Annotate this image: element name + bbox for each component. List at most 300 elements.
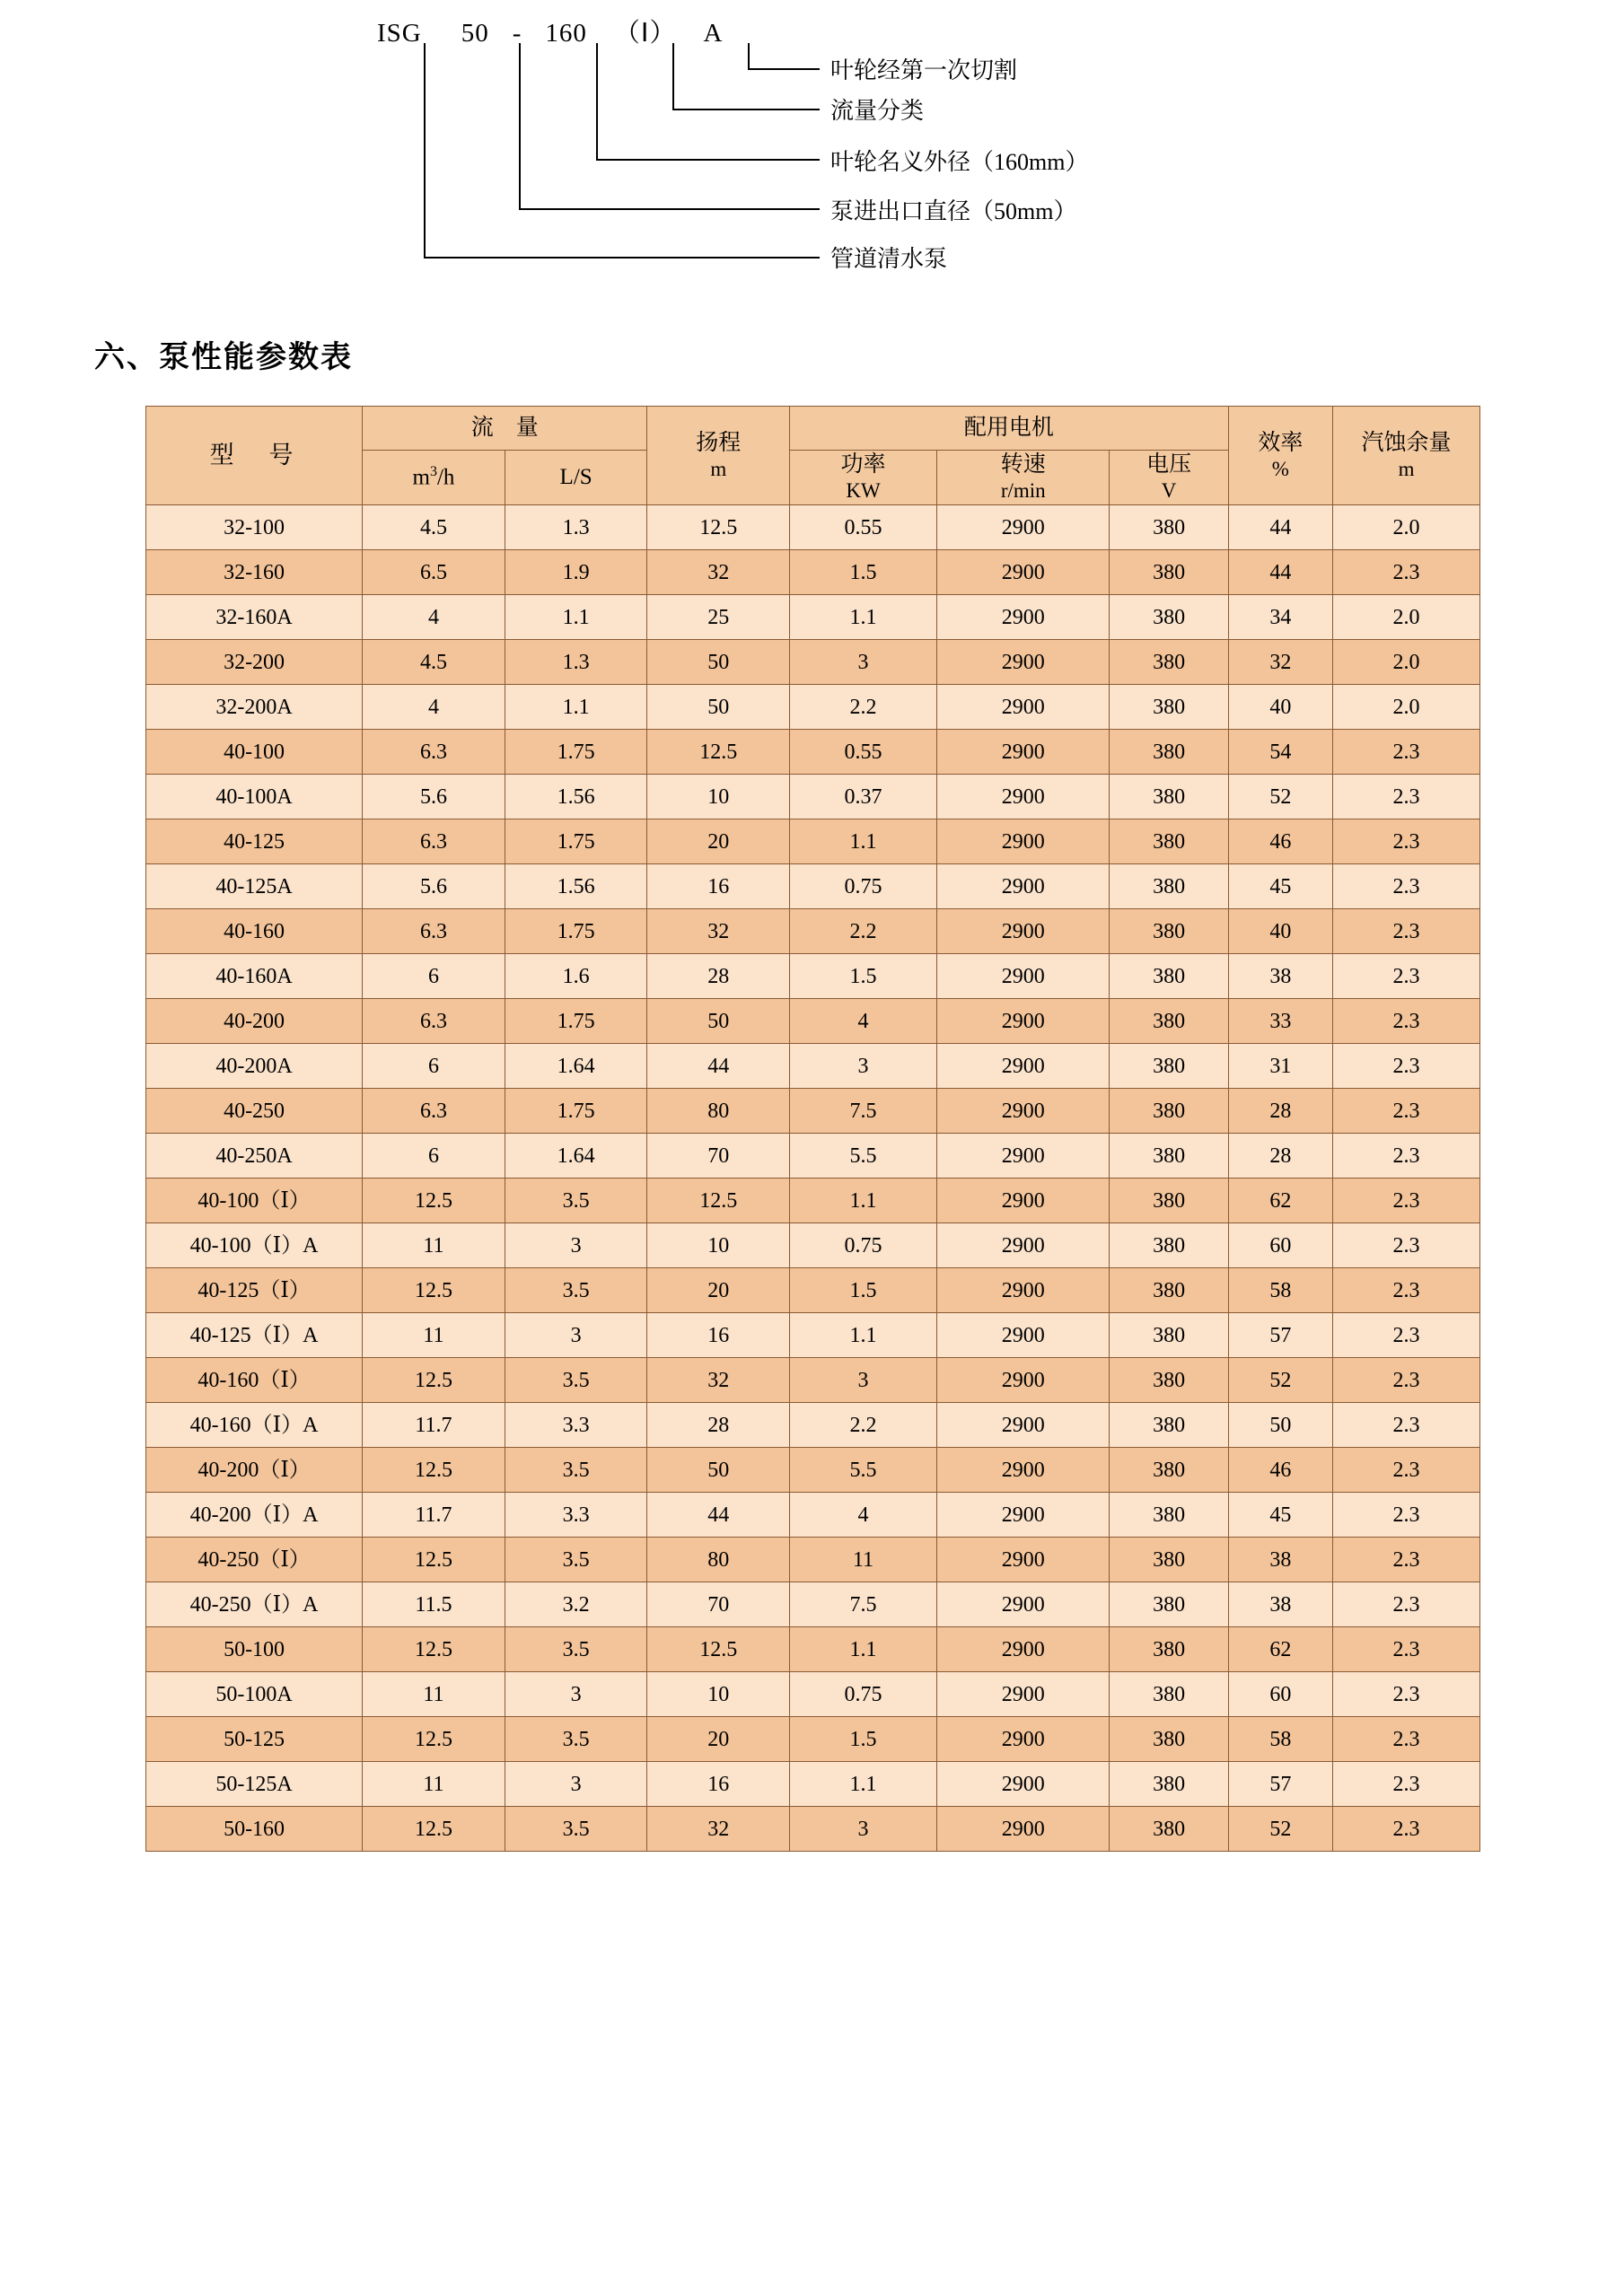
table-cell: 380: [1110, 1807, 1228, 1852]
table-cell: 1.1: [790, 1627, 937, 1672]
table-cell: 7.5: [790, 1089, 937, 1134]
table-cell: 11: [363, 1762, 505, 1807]
table-cell: 1.75: [505, 1089, 647, 1134]
table-cell: 2.3: [1333, 1268, 1480, 1313]
table-cell: 3.5: [505, 1448, 647, 1493]
table-cell: 2900: [937, 1403, 1110, 1448]
header-head-main: 扬程: [696, 430, 742, 455]
table-row: [146, 1223, 1480, 1268]
table-cell: 5.5: [790, 1448, 937, 1493]
table-cell: 380: [1110, 685, 1228, 730]
table-cell: 11: [790, 1538, 937, 1582]
table-cell: 2900: [937, 730, 1110, 775]
table-cell: 1.5: [790, 954, 937, 999]
table-cell: 62: [1228, 1627, 1332, 1672]
table-cell: 3.3: [505, 1493, 647, 1538]
table-cell: 2900: [937, 1134, 1110, 1179]
cell-model: 40-250A: [146, 1134, 363, 1179]
table-cell: 2900: [937, 1044, 1110, 1089]
header-speed-main: 转速: [1000, 452, 1046, 477]
table-cell: 2900: [937, 685, 1110, 730]
table-cell: 3: [505, 1672, 647, 1717]
table-cell: 12.5: [363, 1717, 505, 1762]
table-cell: 0.55: [790, 730, 937, 775]
table-cell: 28: [647, 954, 790, 999]
table-cell: 2900: [937, 1762, 1110, 1807]
table-cell: 1.56: [505, 775, 647, 819]
table-cell: 2.3: [1333, 1044, 1480, 1089]
cell-model: 32-200: [146, 640, 363, 685]
table-cell: 4.5: [363, 505, 505, 550]
table-cell: 380: [1110, 1089, 1228, 1134]
table-cell: 6: [363, 1134, 505, 1179]
cell-model: 40-100: [146, 730, 363, 775]
table-cell: 2.3: [1333, 1134, 1480, 1179]
table-cell: 50: [1228, 1403, 1332, 1448]
table-cell: 58: [1228, 1717, 1332, 1762]
table-cell: 2900: [937, 1358, 1110, 1403]
table-cell: 2.3: [1333, 1538, 1480, 1582]
table-row: [146, 1493, 1480, 1538]
table-cell: 380: [1110, 1538, 1228, 1582]
header-voltage: [1110, 451, 1228, 505]
code-part-class: （Ⅰ）: [613, 19, 677, 48]
table-cell: 380: [1110, 1717, 1228, 1762]
table-cell: 380: [1110, 1493, 1228, 1538]
table-cell: 4: [363, 685, 505, 730]
cell-model: 40-250（Ⅰ）: [146, 1538, 363, 1582]
table-row: [146, 685, 1480, 730]
table-cell: 6.3: [363, 819, 505, 864]
table-cell: 50: [647, 640, 790, 685]
header-efficiency-unit: %: [1271, 457, 1289, 480]
cell-model: 40-125A: [146, 864, 363, 909]
table-row: [146, 1403, 1480, 1448]
cell-model: 50-100A: [146, 1672, 363, 1717]
table-row: [146, 1538, 1480, 1582]
table-cell: 1.1: [790, 1179, 937, 1223]
table-cell: 2900: [937, 550, 1110, 595]
table-cell: 45: [1228, 864, 1332, 909]
cell-model: 40-200: [146, 999, 363, 1044]
table-row: [146, 1717, 1480, 1762]
table-cell: 57: [1228, 1313, 1332, 1358]
table-cell: 70: [647, 1134, 790, 1179]
table-row: [146, 1268, 1480, 1313]
table-row: [146, 1044, 1480, 1089]
leader-label-3: 叶轮名义外径（160mm）: [830, 149, 1089, 175]
table-cell: 44: [1228, 505, 1332, 550]
cell-model: 50-125: [146, 1717, 363, 1762]
header-head: [647, 407, 790, 505]
table-row: [146, 640, 1480, 685]
table-cell: 4: [363, 595, 505, 640]
table-cell: 11.7: [363, 1493, 505, 1538]
table-cell: 28: [1228, 1134, 1332, 1179]
header-flow-m3h: $m^3/h$: [363, 451, 505, 505]
table-cell: 380: [1110, 1313, 1228, 1358]
table-row: [146, 1762, 1480, 1807]
table-cell: 16: [647, 1313, 790, 1358]
pump-performance-table: [145, 406, 1480, 1852]
table-cell: 54: [1228, 730, 1332, 775]
table-row: [146, 819, 1480, 864]
table-cell: 3: [790, 1358, 937, 1403]
table-cell: 38: [1228, 954, 1332, 999]
table-cell: 3: [505, 1223, 647, 1268]
table-cell: 380: [1110, 730, 1228, 775]
cell-model: 40-100A: [146, 775, 363, 819]
table-cell: 2900: [937, 819, 1110, 864]
table-row: [146, 1672, 1480, 1717]
leader-label-2: 流量分类: [830, 98, 925, 124]
table-cell: 3: [790, 1807, 937, 1852]
table-cell: 2.3: [1333, 1179, 1480, 1223]
table-cell: 3.2: [505, 1582, 647, 1627]
table-cell: 2900: [937, 999, 1110, 1044]
cell-model: 40-160A: [146, 954, 363, 999]
table-cell: 58: [1228, 1268, 1332, 1313]
cell-model: 40-100（Ⅰ）: [146, 1179, 363, 1223]
table-cell: 12.5: [647, 730, 790, 775]
table-cell: 2900: [937, 595, 1110, 640]
table-cell: 1.75: [505, 909, 647, 954]
table-cell: 2900: [937, 1538, 1110, 1582]
table-cell: 2.0: [1333, 640, 1480, 685]
table-cell: 380: [1110, 1448, 1228, 1493]
table-cell: 2.3: [1333, 775, 1480, 819]
table-cell: 380: [1110, 1582, 1228, 1627]
table-cell: 12.5: [363, 1268, 505, 1313]
table-cell: 4: [790, 999, 937, 1044]
table-cell: 1.1: [505, 685, 647, 730]
table-cell: 32: [1228, 640, 1332, 685]
table-cell: 2900: [937, 1672, 1110, 1717]
header-flow-group: 流 量: [363, 407, 647, 451]
header-speed: [937, 451, 1110, 505]
code-part-impeller: 160: [545, 19, 587, 48]
cell-model: 40-250: [146, 1089, 363, 1134]
table-cell: 2.3: [1333, 1448, 1480, 1493]
table-cell: 0.75: [790, 1223, 937, 1268]
leader-label-1: 叶轮经第一次切割: [830, 57, 1018, 83]
table-cell: 6.3: [363, 909, 505, 954]
cell-model: 32-100: [146, 505, 363, 550]
table-cell: 0.37: [790, 775, 937, 819]
table-cell: 6.3: [363, 730, 505, 775]
table-cell: 380: [1110, 864, 1228, 909]
table-cell: 2.2: [790, 685, 937, 730]
table-cell: 3: [790, 640, 937, 685]
table-cell: 2.2: [790, 1403, 937, 1448]
table-cell: 2.0: [1333, 685, 1480, 730]
header-flow-ls: L/S: [505, 451, 647, 505]
table-cell: 3: [505, 1762, 647, 1807]
table-cell: 380: [1110, 550, 1228, 595]
table-cell: 46: [1228, 1448, 1332, 1493]
cell-model: 40-200（Ⅰ）: [146, 1448, 363, 1493]
cell-model: 50-160: [146, 1807, 363, 1852]
table-cell: 2.2: [790, 909, 937, 954]
table-cell: 1.6: [505, 954, 647, 999]
table-cell: 3.5: [505, 1807, 647, 1852]
table-cell: 3.5: [505, 1627, 647, 1672]
table-cell: 12.5: [363, 1807, 505, 1852]
cell-model: 50-125A: [146, 1762, 363, 1807]
table-cell: 2.3: [1333, 1627, 1480, 1672]
table-cell: 12.5: [363, 1358, 505, 1403]
table-cell: 32: [647, 1807, 790, 1852]
table-cell: 2.3: [1333, 1762, 1480, 1807]
table-cell: 1.1: [505, 595, 647, 640]
table-cell: 2.3: [1333, 1582, 1480, 1627]
cell-model: 32-160: [146, 550, 363, 595]
table-cell: 12.5: [363, 1627, 505, 1672]
table-cell: 12.5: [363, 1179, 505, 1223]
table-cell: 380: [1110, 819, 1228, 864]
table-cell: 12.5: [647, 1179, 790, 1223]
cell-model: 32-200A: [146, 685, 363, 730]
table-cell: 1.5: [790, 1717, 937, 1762]
table-cell: 3: [790, 1044, 937, 1089]
table-cell: 38: [1228, 1582, 1332, 1627]
cell-model: 40-250（Ⅰ）A: [146, 1582, 363, 1627]
table-row: [146, 730, 1480, 775]
cell-model: 40-160（Ⅰ）A: [146, 1403, 363, 1448]
table-cell: 380: [1110, 1627, 1228, 1672]
header-power-main: 功率: [840, 452, 886, 477]
table-cell: 2900: [937, 1717, 1110, 1762]
table-cell: 2900: [937, 1313, 1110, 1358]
table-cell: 3.5: [505, 1717, 647, 1762]
table-cell: 38: [1228, 1538, 1332, 1582]
table-cell: 2.3: [1333, 819, 1480, 864]
table-cell: 12.5: [363, 1448, 505, 1493]
header-voltage-unit: V: [1161, 479, 1177, 503]
table-cell: 2900: [937, 775, 1110, 819]
table-cell: 11.7: [363, 1403, 505, 1448]
table-cell: 380: [1110, 1268, 1228, 1313]
cell-model: 40-125: [146, 819, 363, 864]
table-row: [146, 909, 1480, 954]
header-efficiency: [1228, 407, 1332, 505]
table-cell: 1.75: [505, 819, 647, 864]
cell-model: 40-160（Ⅰ）: [146, 1358, 363, 1403]
table-cell: 25: [647, 595, 790, 640]
table-cell: 2900: [937, 1807, 1110, 1852]
table-cell: 44: [647, 1493, 790, 1538]
table-cell: 380: [1110, 1762, 1228, 1807]
table-cell: 6.3: [363, 1089, 505, 1134]
table-cell: 44: [1228, 550, 1332, 595]
table-cell: 5.6: [363, 864, 505, 909]
table-cell: 380: [1110, 1223, 1228, 1268]
table-cell: 20: [647, 1268, 790, 1313]
table-cell: 62: [1228, 1179, 1332, 1223]
table-cell: 70: [647, 1582, 790, 1627]
table-cell: 0.75: [790, 864, 937, 909]
table-row: [146, 954, 1480, 999]
code-part-dash: -: [512, 19, 522, 48]
cell-model: 40-200（Ⅰ）A: [146, 1493, 363, 1538]
table-cell: 1.1: [790, 1313, 937, 1358]
code-part-size: 50: [461, 19, 489, 48]
table-cell: 1.3: [505, 640, 647, 685]
table-cell: 2900: [937, 640, 1110, 685]
table-body: [146, 505, 1480, 1852]
table-cell: 6.5: [363, 550, 505, 595]
table-row: [146, 1179, 1480, 1223]
table-cell: 2.3: [1333, 1672, 1480, 1717]
table-cell: 2900: [937, 1448, 1110, 1493]
header-npsh: [1333, 407, 1480, 505]
table-cell: 11: [363, 1672, 505, 1717]
table-cell: 380: [1110, 954, 1228, 999]
table-cell: 52: [1228, 1807, 1332, 1852]
table-cell: 52: [1228, 1358, 1332, 1403]
table-cell: 10: [647, 775, 790, 819]
table-cell: 20: [647, 1717, 790, 1762]
table-cell: 380: [1110, 640, 1228, 685]
table-cell: 380: [1110, 1358, 1228, 1403]
table-cell: 380: [1110, 595, 1228, 640]
cell-model: 40-160: [146, 909, 363, 954]
table-cell: 5.5: [790, 1134, 937, 1179]
cell-model: 40-125（Ⅰ）A: [146, 1313, 363, 1358]
cell-model: 40-100（Ⅰ）A: [146, 1223, 363, 1268]
pump-performance-table-wrap: [145, 406, 1480, 1852]
table-row: [146, 550, 1480, 595]
cell-model: 40-200A: [146, 1044, 363, 1089]
header-power: [790, 451, 937, 505]
leader-label-4: 泵进出口直径（50mm）: [830, 198, 1077, 224]
table-row: [146, 1134, 1480, 1179]
table-cell: 3.5: [505, 1268, 647, 1313]
table-cell: 2900: [937, 1493, 1110, 1538]
cell-model: 40-125（Ⅰ）: [146, 1268, 363, 1313]
table-cell: 2.3: [1333, 909, 1480, 954]
table-cell: 380: [1110, 775, 1228, 819]
table-cell: 12.5: [647, 505, 790, 550]
table-cell: 16: [647, 864, 790, 909]
leader-label-5: 管道清水泵: [830, 246, 948, 272]
table-cell: 1.1: [790, 595, 937, 640]
table-cell: 28: [647, 1403, 790, 1448]
table-cell: 40: [1228, 909, 1332, 954]
table-cell: 2.3: [1333, 954, 1480, 999]
leader-line-5: [424, 43, 820, 259]
table-cell: 2.0: [1333, 595, 1480, 640]
header-npsh-unit: m: [1398, 457, 1415, 480]
table-cell: 1.3: [505, 505, 647, 550]
table-cell: 2.3: [1333, 1223, 1480, 1268]
table-cell: 5.6: [363, 775, 505, 819]
table-cell: 3.3: [505, 1403, 647, 1448]
table-cell: 380: [1110, 1134, 1228, 1179]
table-cell: 10: [647, 1223, 790, 1268]
table-cell: 2.3: [1333, 1493, 1480, 1538]
table-cell: 2900: [937, 1179, 1110, 1223]
table-cell: 80: [647, 1538, 790, 1582]
table-cell: 1.1: [790, 1762, 937, 1807]
table-cell: 16: [647, 1762, 790, 1807]
table-cell: 46: [1228, 819, 1332, 864]
table-cell: 1.64: [505, 1134, 647, 1179]
table-cell: 2900: [937, 1223, 1110, 1268]
table-row: [146, 1313, 1480, 1358]
table-cell: 1.1: [790, 819, 937, 864]
table-cell: 11: [363, 1313, 505, 1358]
table-cell: 2900: [937, 954, 1110, 999]
table-cell: 2.3: [1333, 864, 1480, 909]
table-row: [146, 595, 1480, 640]
table-cell: 12.5: [363, 1538, 505, 1582]
table-row: [146, 775, 1480, 819]
cell-model: 32-160A: [146, 595, 363, 640]
header-speed-unit: r/min: [1000, 479, 1046, 503]
table-cell: 380: [1110, 909, 1228, 954]
table-cell: 60: [1228, 1672, 1332, 1717]
table-cell: 45: [1228, 1493, 1332, 1538]
table-cell: 60: [1228, 1223, 1332, 1268]
table-cell: 11: [363, 1223, 505, 1268]
table-cell: 380: [1110, 1179, 1228, 1223]
table-cell: 380: [1110, 1044, 1228, 1089]
table-cell: 12.5: [647, 1627, 790, 1672]
table-cell: 2.0: [1333, 505, 1480, 550]
table-cell: 380: [1110, 1672, 1228, 1717]
table-cell: 2900: [937, 1089, 1110, 1134]
table-cell: 33: [1228, 999, 1332, 1044]
header-efficiency-main: 效率: [1258, 430, 1304, 455]
table-cell: 1.9: [505, 550, 647, 595]
code-part-isg: ISG: [377, 19, 422, 48]
table-head: [146, 407, 1480, 505]
table-cell: 4: [790, 1493, 937, 1538]
model-code-diagram: [0, 0, 1624, 312]
table-cell: 44: [647, 1044, 790, 1089]
table-cell: 2900: [937, 1582, 1110, 1627]
table-row: [146, 1807, 1480, 1852]
table-cell: 1.75: [505, 730, 647, 775]
table-cell: 3.5: [505, 1358, 647, 1403]
table-row: [146, 1358, 1480, 1403]
header-model: 型 号: [146, 407, 363, 505]
table-cell: 2.3: [1333, 999, 1480, 1044]
table-cell: 80: [647, 1089, 790, 1134]
table-cell: 4.5: [363, 640, 505, 685]
table-cell: 57: [1228, 1762, 1332, 1807]
table-cell: 2.3: [1333, 1089, 1480, 1134]
table-cell: 50: [647, 1448, 790, 1493]
table-cell: 52: [1228, 775, 1332, 819]
table-cell: 50: [647, 999, 790, 1044]
table-cell: 2900: [937, 909, 1110, 954]
table-row: [146, 864, 1480, 909]
table-row: [146, 505, 1480, 550]
table-cell: 28: [1228, 1089, 1332, 1134]
table-cell: 380: [1110, 999, 1228, 1044]
table-cell: 3.5: [505, 1179, 647, 1223]
cell-model: 50-100: [146, 1627, 363, 1672]
header-power-unit: KW: [846, 479, 881, 503]
table-cell: 3.5: [505, 1538, 647, 1582]
table-cell: 2.3: [1333, 550, 1480, 595]
table-cell: 2900: [937, 1627, 1110, 1672]
table-cell: 2900: [937, 1268, 1110, 1313]
table-cell: 32: [647, 550, 790, 595]
table-cell: 1.75: [505, 999, 647, 1044]
